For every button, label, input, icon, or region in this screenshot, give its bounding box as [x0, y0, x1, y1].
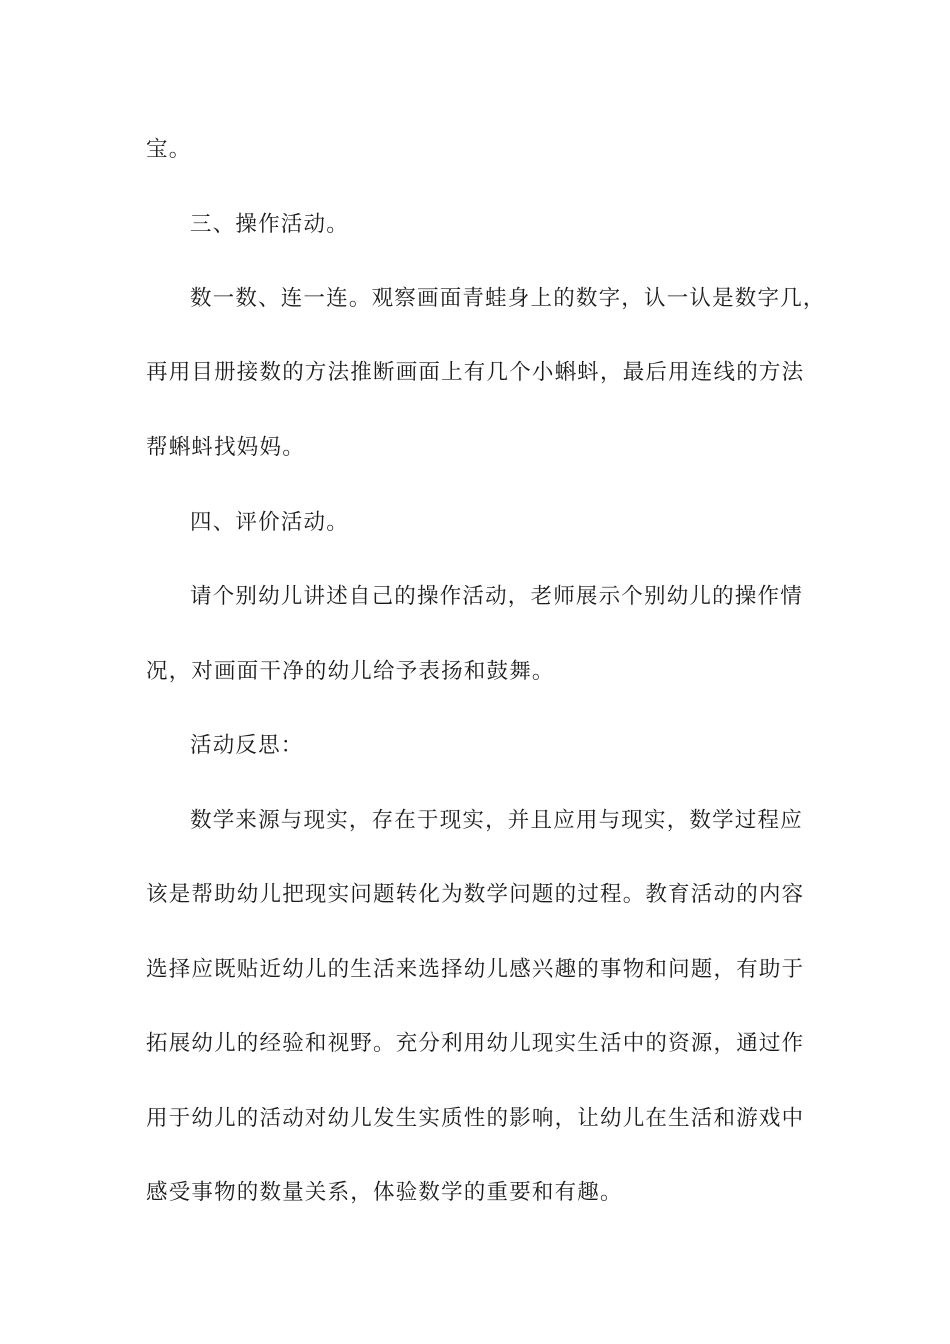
- text-line-11: 该是帮助幼儿把现实问题转化为数学问题的过程。教育活动的内容: [146, 882, 805, 907]
- text-line-3: 数一数、连一连。观察画面青蛙身上的数字，认一认是数字几，: [190, 286, 826, 311]
- section-heading-operation: 三、操作活动。: [190, 212, 349, 237]
- text-line-12: 选择应既贴近幼儿的生活来选择幼儿感兴趣的事物和问题，有助于: [146, 957, 805, 982]
- text-line-15: 感受事物的数量关系，体验数学的重要和有趣。: [146, 1180, 623, 1205]
- text-line-4: 再用目册接数的方法推断画面上有几个小蝌蚪，最后用连线的方法: [146, 360, 805, 385]
- section-heading-evaluation: 四、评价活动。: [190, 510, 349, 535]
- text-line-14: 用于幼儿的活动对幼儿发生实质性的影响，让幼儿在生活和游戏中: [146, 1106, 805, 1131]
- text-line-10: 数学来源与现实，存在于现实，并且应用与现实，数学过程应: [190, 808, 803, 833]
- text-line-8: 况，对画面干净的幼儿给予表扬和鼓舞。: [146, 659, 555, 684]
- section-heading-reflection: 活动反思：: [190, 733, 304, 758]
- text-line-13: 拓展幼儿的经验和视野。充分利用幼儿现实生活中的资源，通过作: [146, 1031, 805, 1056]
- text-line-7: 请个别幼儿讲述自己的操作活动，老师展示个别幼儿的操作情: [190, 584, 803, 609]
- text-line-5: 帮蝌蚪找妈妈。: [146, 435, 305, 460]
- text-line-1: 宝。: [146, 137, 192, 162]
